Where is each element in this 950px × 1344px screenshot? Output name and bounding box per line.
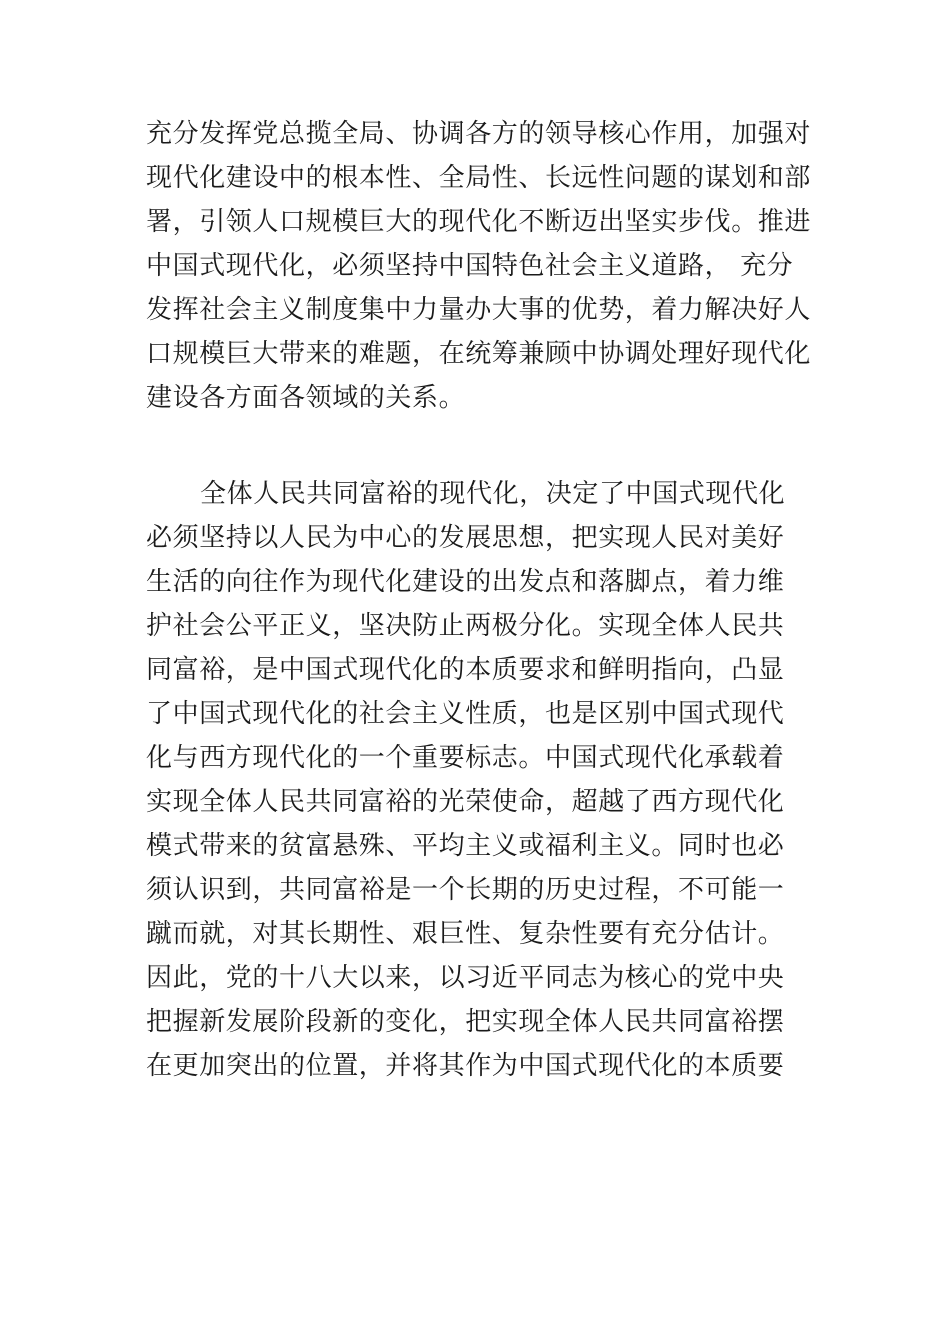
text-line: 中国式现代化，必须坚持中国特色社会主义道路， 充分 xyxy=(146,251,794,281)
text-line: 须认识到，共同富裕是一个长期的历史过程，不可能一 xyxy=(146,875,785,905)
text-line: 模式带来的贫富悬殊、平均主义或福利主义。同时也必 xyxy=(146,831,785,861)
text-line: 充分发挥党总揽全局、协调各方的领导核心作用，加强对 xyxy=(146,119,812,149)
text-line: 署，引领人口规模巨大的现代化不断迈出坚实步伐。推进 xyxy=(146,207,812,237)
text-line: 必须坚持以人民为中心的发展思想，把实现人民对美好 xyxy=(146,523,785,553)
text-line: 全体人民共同富裕的现代化，决定了中国式现代化 xyxy=(200,479,786,509)
text-line: 化与西方现代化的一个重要标志。中国式现代化承载着 xyxy=(146,743,785,773)
text-line: 了中国式现代化的社会主义性质，也是区别中国式现代 xyxy=(146,699,785,729)
text-line: 因此，党的十八大以来，以习近平同志为核心的党中央 xyxy=(146,963,785,993)
text-line: 实现全体人民共同富裕的光荣使命，超越了西方现代化 xyxy=(146,787,785,817)
text-line: 建设各方面各领域的关系。 xyxy=(146,383,466,413)
paragraph-1 xyxy=(146,112,826,420)
text-line: 同富裕，是中国式现代化的本质要求和鲜明指向，凸显 xyxy=(146,655,785,685)
text-line: 蹴而就，对其长期性、艰巨性、复杂性要有充分估计。 xyxy=(146,919,785,949)
text-line: 把握新发展阶段新的变化，把实现全体人民共同富裕摆 xyxy=(146,1007,785,1037)
text-line: 口规模巨大带来的难题，在统筹兼顾中协调处理好现代化 xyxy=(146,339,812,369)
paragraph-2 xyxy=(146,472,826,1088)
text-line: 护社会公平正义，坚决防止两极分化。实现全体人民共 xyxy=(146,611,785,641)
text-line: 生活的向往作为现代化建设的出发点和落脚点，着力维 xyxy=(146,567,785,597)
text-line: 发挥社会主义制度集中力量办大事的优势，着力解决好人 xyxy=(146,295,812,325)
text-line: 现代化建设中的根本性、全局性、长远性问题的谋划和部 xyxy=(146,163,812,193)
text-line: 在更加突出的位置，并将其作为中国式现代化的本质要 xyxy=(146,1051,785,1081)
